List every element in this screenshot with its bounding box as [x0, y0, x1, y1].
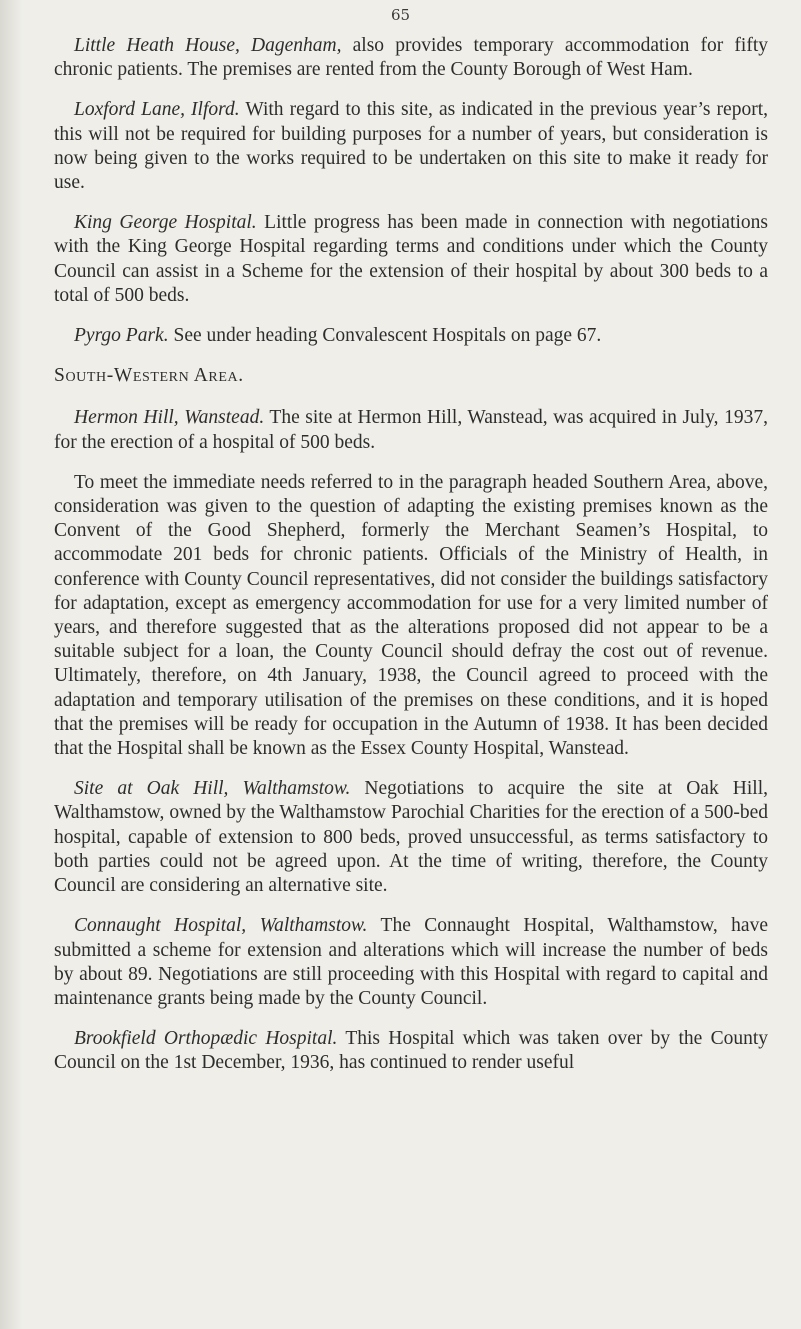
paragraph-hermon-hill: [54, 406, 768, 454]
paragraph-oak-hill: [54, 777, 768, 898]
paragraph-text: The site at Hermon Hill, Wanstead, was acquired in July, 1937, for the erection of a hospital of 500 beds.: [54, 407, 768, 453]
paragraph-immediate-needs: [54, 471, 768, 761]
paragraph-heading: Brookfield Orthopædic Hospital.: [74, 1028, 338, 1050]
paragraph-text: The Connaught Hospital, Walthamstow, have submitted a scheme for extension and alterations which will increase the number of beds by about 89. Negotiations are still proceeding with this Hospital with regard to capital and maintenance grants being made by the County Council.: [54, 915, 768, 1009]
paragraph-heading: Connaught Hospital, Walthamstow.: [74, 915, 368, 937]
page-body: [54, 34, 768, 1092]
paragraph-loxford-lane: [54, 98, 768, 195]
section-heading-south-western-area: South-Western Area.: [54, 365, 244, 387]
paragraph-king-george-hospital: [54, 211, 768, 308]
paragraph-text: Negotiations to acquire the site at Oak Hill, Walthamstow, owned by the Walthamstow Parochial Charities for the erection of a 500-bed hospital, capable of extension to 800 beds, proved unsuccessful, as terms satisfactory to both parties could not be agreed upon. At the time of writing, therefore, the County Council are considering an alternative site.: [54, 778, 768, 897]
page-number: 65: [390, 6, 411, 24]
paragraph-heading: Little Heath House, Dagenham,: [74, 35, 342, 56]
paragraph-heading: Site at Oak Hill, Walthamstow.: [74, 778, 351, 800]
paragraph-text: With regard to this site, as indicated in the previous year’s report, this will not be required for building purposes for a number of years, but consideration is now being given to the works required to be undertaken on this site to make it ready for use.: [54, 99, 768, 194]
paragraph-heading: Loxford Lane, Ilford.: [74, 99, 240, 121]
page-edge-shadow: [0, 0, 22, 1329]
paragraph-little-heath-house: [54, 34, 768, 82]
paragraph-heading: King George Hospital.: [74, 212, 257, 234]
paragraph-text: This Hospital which was taken over by the County Council on the 1st December, 1936, has continued to render useful: [54, 1028, 768, 1074]
paragraph-text: To meet the immediate needs referred to in the paragraph headed Southern Area, above, consideration was given to the question of adapting the existing premises known as the Convent of the Good Shepherd, formerly the Merchant Seamen’s Hospital, to accommodate 201 beds for chronic patients. Officials of the Ministry of Health, in conference with County Council representatives, did not consider the buildings satisfactory for adaptation, except as emergency accommodation for use for a very limited number of years, and therefore suggested that as the alterations proposed did not appear to be a suitable subject for a loan, the County Council should defray the cost out of revenue. Ultimately, therefore, on 4th January, 1938, the Council agreed to proceed with the adaptation and temporary utilisation of the premises on these conditions, and it is hoped that the premises will be ready for occupation in the Autumn of 1938. It has been decided that the Hospital shall be known as the Essex County Hospital, Wanstead.: [54, 471, 768, 760]
paragraph-pyrgo-park: [54, 324, 768, 348]
paragraph-text: See under heading Convalescent Hospitals on page 67.: [168, 325, 602, 347]
paragraph-heading: Pyrgo Park.: [74, 325, 169, 347]
paragraph-text: also provides temporary accommodation for fifty chronic patients. The premises are rented from the County Borough of West Ham.: [54, 35, 768, 81]
paragraph-brookfield-hospital: [54, 1027, 768, 1075]
paragraph-connaught-hospital: [54, 914, 768, 1011]
paragraph-text: Little progress has been made in connection with negotiations with the King George Hospital regarding terms and conditions under which the County Council can assist in a Scheme for the extension of their hospital by about 300 beds to a total of 500 beds.: [54, 212, 769, 306]
paragraph-heading: Hermon Hill, Wanstead.: [74, 407, 265, 429]
